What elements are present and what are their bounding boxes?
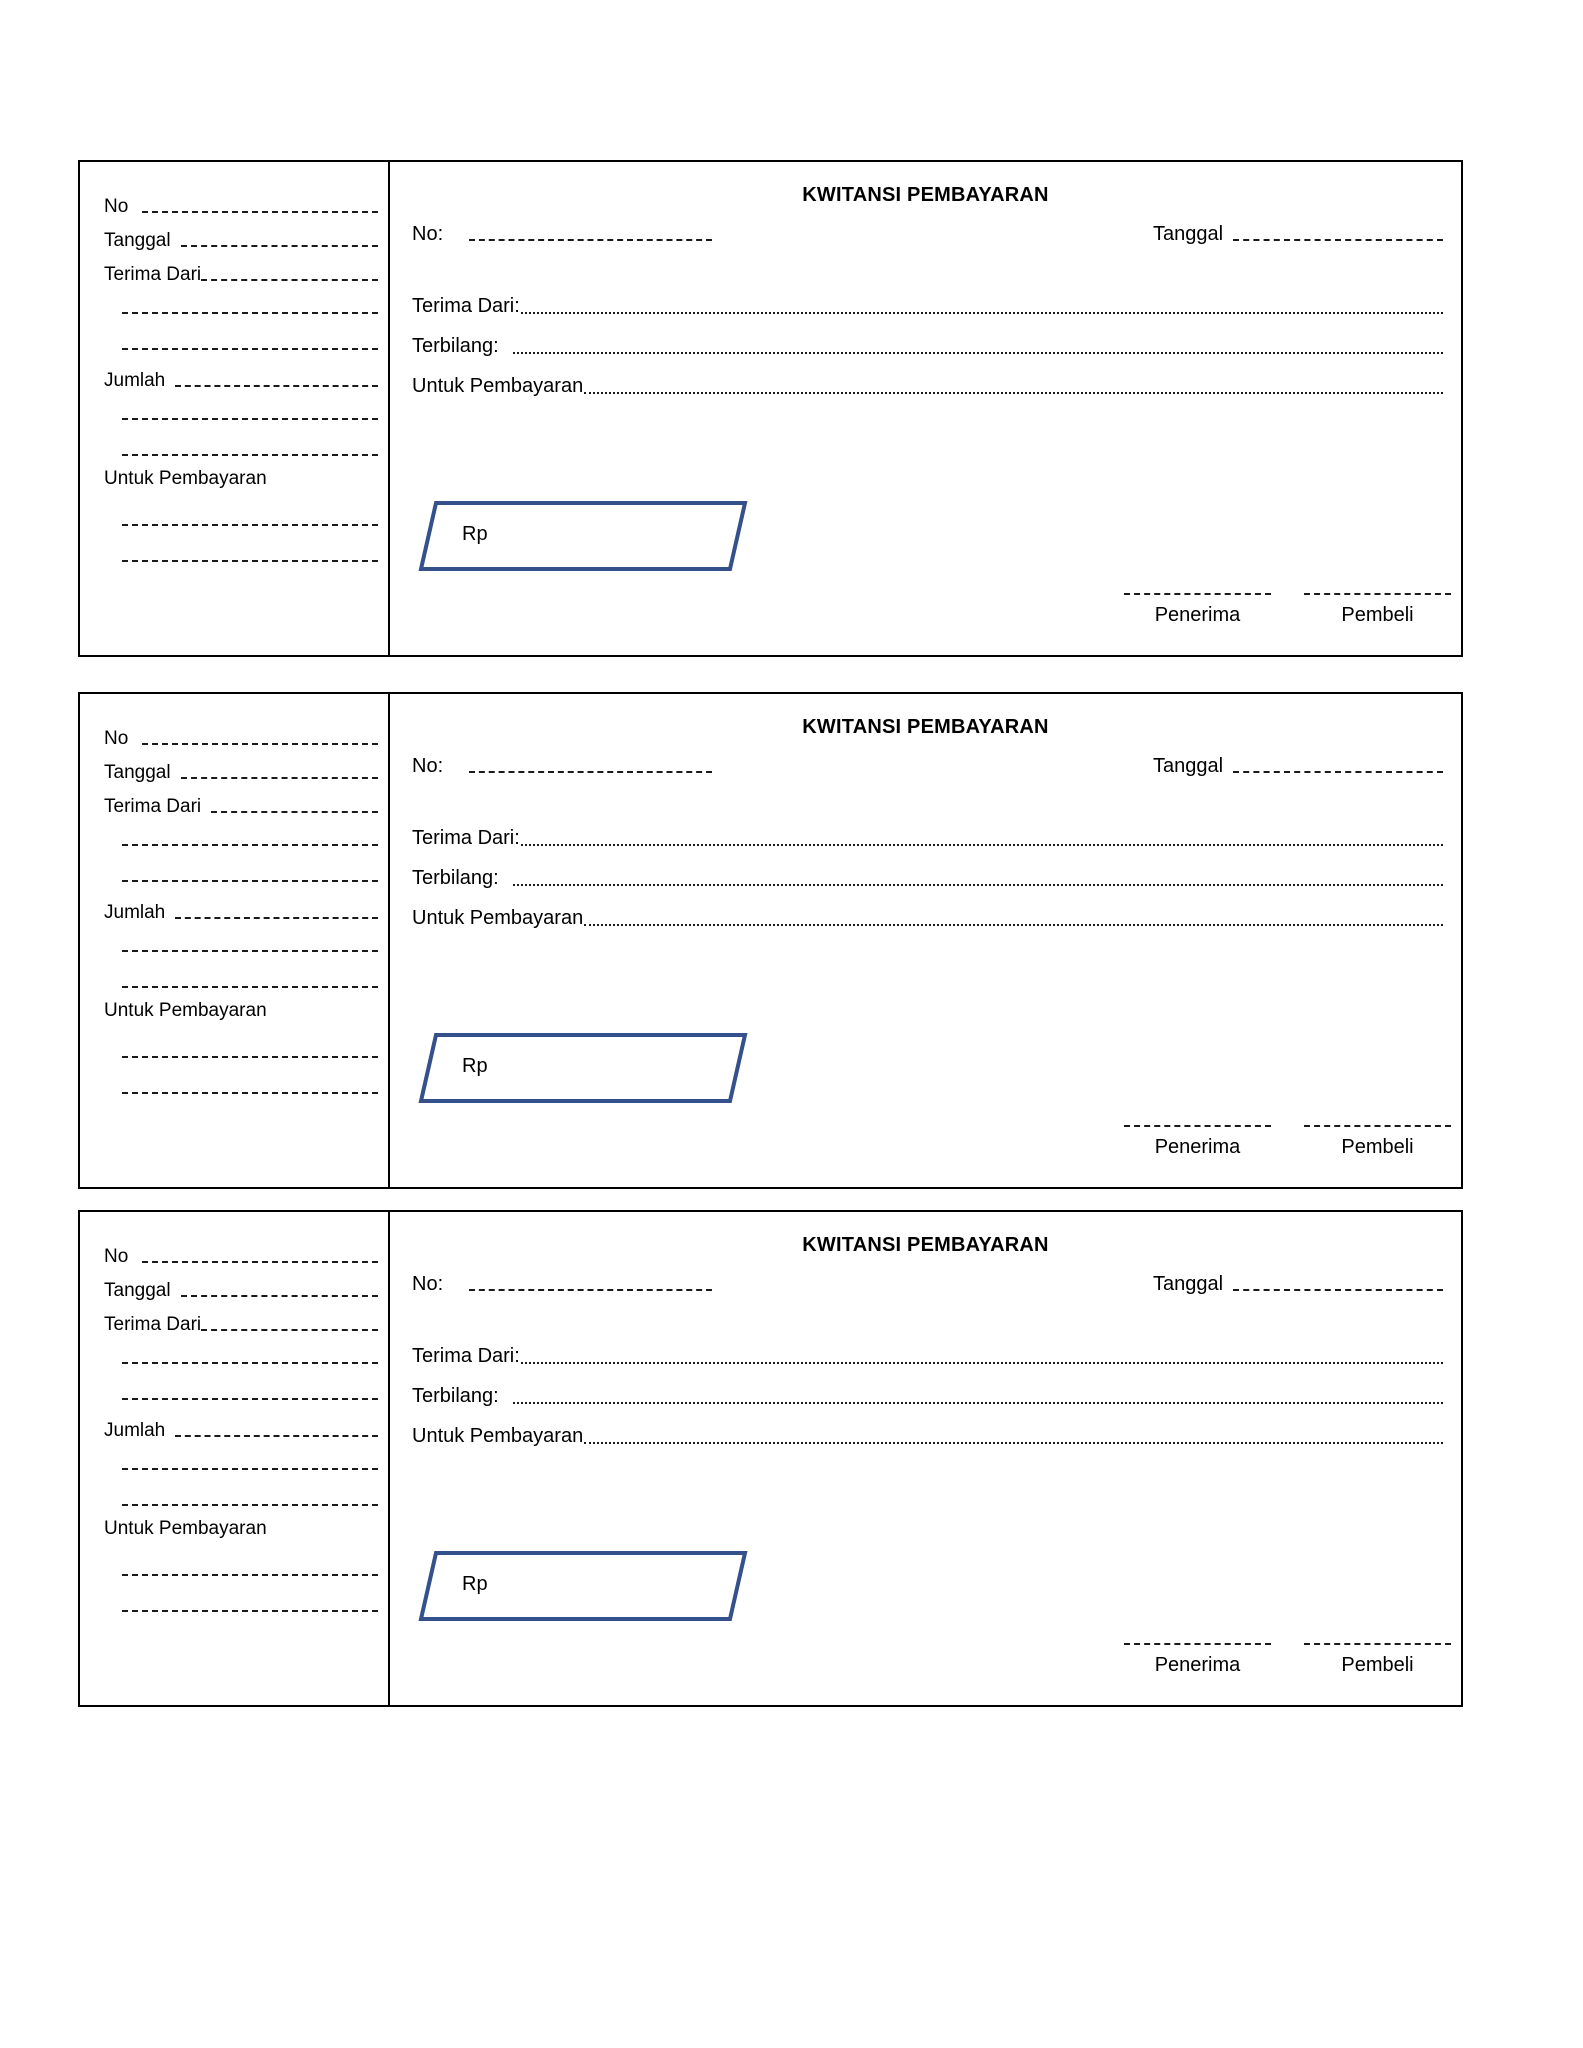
field-untuk-pembayaran-input[interactable] bbox=[584, 924, 1443, 926]
field-terima-dari-input[interactable] bbox=[521, 312, 1443, 314]
field-terbilang bbox=[412, 330, 1443, 358]
stub-label-terima-dari: Terima Dari bbox=[104, 796, 202, 817]
field-terbilang bbox=[412, 862, 1443, 890]
field-no-input[interactable] bbox=[469, 771, 712, 773]
stub-rule-blank[interactable] bbox=[122, 844, 378, 846]
stub-rule-blank[interactable] bbox=[122, 1610, 378, 1612]
stub-row-jumlah bbox=[104, 1408, 378, 1442]
field-terima-dari-label: Terima Dari: bbox=[412, 1345, 520, 1367]
field-terbilang-input[interactable] bbox=[513, 884, 1443, 886]
field-no bbox=[412, 752, 712, 778]
stub-row-blank bbox=[104, 1548, 378, 1584]
amount-box[interactable] bbox=[418, 1550, 748, 1622]
field-terbilang-label: Terbilang: bbox=[412, 335, 499, 357]
stub-row-blank bbox=[104, 392, 378, 428]
stub-rule-terima-dari[interactable] bbox=[201, 279, 378, 281]
field-untuk-pembayaran-label: Untuk Pembayaran bbox=[412, 375, 584, 397]
stub-row-blank bbox=[104, 1372, 378, 1408]
receipt-title: KWITANSI PEMBAYARAN bbox=[802, 1234, 1049, 1256]
stub-rule-blank[interactable] bbox=[122, 950, 378, 952]
signature-penerima bbox=[1120, 593, 1275, 627]
stub-label-jumlah: Jumlah bbox=[104, 902, 166, 923]
signature-rule[interactable] bbox=[1304, 1125, 1451, 1127]
field-tanggal-input[interactable] bbox=[1233, 771, 1443, 773]
stub-rule-blank[interactable] bbox=[122, 1056, 378, 1058]
stub-row-no bbox=[104, 184, 378, 218]
field-tanggal-input[interactable] bbox=[1233, 1289, 1443, 1291]
stub-label-jumlah: Jumlah bbox=[104, 370, 166, 391]
stub-row-blank bbox=[104, 1442, 378, 1478]
signature-label: Pembeli bbox=[1341, 1654, 1414, 1676]
signature-penerima bbox=[1120, 1125, 1275, 1159]
stub-row-blank bbox=[104, 924, 378, 960]
field-terima-dari bbox=[412, 290, 1443, 318]
receipt-stub bbox=[80, 162, 390, 655]
field-untuk-pembayaran bbox=[412, 370, 1443, 398]
stub-rule-blank[interactable] bbox=[122, 1574, 378, 1576]
amount-currency-label: Rp bbox=[462, 523, 488, 545]
amount-box[interactable] bbox=[418, 1032, 748, 1104]
stub-label-no: No bbox=[104, 1246, 129, 1267]
receipt-title: KWITANSI PEMBAYARAN bbox=[802, 184, 1049, 206]
stub-label-untuk-pembayaran: Untuk Pembayaran bbox=[104, 468, 267, 489]
stub-row-blank bbox=[104, 428, 378, 464]
stub-rule-blank[interactable] bbox=[122, 524, 378, 526]
stub-row-blank bbox=[104, 854, 378, 890]
field-terima-dari-label: Terima Dari: bbox=[412, 827, 520, 849]
amount-currency-label: Rp bbox=[462, 1055, 488, 1077]
field-tanggal-label: Tanggal bbox=[1153, 223, 1224, 245]
field-untuk-pembayaran-label: Untuk Pembayaran bbox=[412, 1425, 584, 1447]
field-tanggal-input[interactable] bbox=[1233, 239, 1443, 241]
stub-label-terima-dari: Terima Dari bbox=[104, 264, 202, 285]
field-tanggal bbox=[1153, 1270, 1443, 1296]
stub-row-terima-dari bbox=[104, 252, 378, 286]
receipt-body bbox=[390, 1212, 1461, 1705]
receipt-stub bbox=[80, 694, 390, 1187]
stub-fields bbox=[104, 716, 378, 1102]
stub-rule-tanggal[interactable] bbox=[181, 777, 378, 779]
signature-pembeli bbox=[1300, 1125, 1455, 1159]
stub-rule-terima-dari[interactable] bbox=[201, 1329, 378, 1331]
stub-rule-no[interactable] bbox=[142, 743, 378, 745]
stub-row-no bbox=[104, 716, 378, 750]
signature-label: Pembeli bbox=[1341, 604, 1414, 626]
stub-row-tanggal bbox=[104, 750, 378, 784]
signature-penerima bbox=[1120, 1643, 1275, 1677]
stub-rule-tanggal[interactable] bbox=[181, 1295, 378, 1297]
stub-label-no: No bbox=[104, 728, 129, 749]
signature-rule[interactable] bbox=[1124, 1125, 1271, 1127]
stub-rule-blank[interactable] bbox=[122, 986, 378, 988]
receipt-card bbox=[78, 692, 1463, 1189]
field-no-label: No: bbox=[412, 1273, 444, 1295]
stub-fields bbox=[104, 1234, 378, 1620]
signature-pembeli bbox=[1300, 1643, 1455, 1677]
stub-row-terima-dari bbox=[104, 784, 378, 818]
field-no-label: No: bbox=[412, 755, 444, 777]
field-untuk-pembayaran-input[interactable] bbox=[584, 1442, 1443, 1444]
stub-label-tanggal: Tanggal bbox=[104, 1280, 171, 1301]
stub-rule-blank[interactable] bbox=[122, 1504, 378, 1506]
stub-rule-blank[interactable] bbox=[122, 312, 378, 314]
stub-rule-blank[interactable] bbox=[122, 1362, 378, 1364]
signature-label: Penerima bbox=[1154, 1136, 1241, 1158]
stub-rule-jumlah[interactable] bbox=[175, 917, 378, 919]
stub-rule-blank[interactable] bbox=[122, 1398, 378, 1400]
stub-rule-jumlah[interactable] bbox=[175, 385, 378, 387]
field-no-label: No: bbox=[412, 223, 444, 245]
field-terbilang-input[interactable] bbox=[513, 1402, 1443, 1404]
signature-rule[interactable] bbox=[1124, 593, 1271, 595]
stub-row-terima-dari bbox=[104, 1302, 378, 1336]
stub-label-terima-dari: Terima Dari bbox=[104, 1314, 202, 1335]
field-tanggal-label: Tanggal bbox=[1153, 755, 1224, 777]
signature-pembeli bbox=[1300, 593, 1455, 627]
receipt-card bbox=[78, 160, 1463, 657]
field-terbilang-label: Terbilang: bbox=[412, 867, 499, 889]
stub-label-tanggal: Tanggal bbox=[104, 230, 171, 251]
field-untuk-pembayaran bbox=[412, 902, 1443, 930]
field-untuk-pembayaran-label: Untuk Pembayaran bbox=[412, 907, 584, 929]
field-no-input[interactable] bbox=[469, 239, 712, 241]
stub-row-jumlah bbox=[104, 890, 378, 924]
stub-rule-no[interactable] bbox=[142, 1261, 378, 1263]
stub-row-blank bbox=[104, 498, 378, 534]
stub-rule-tanggal[interactable] bbox=[181, 245, 378, 247]
stub-row-blank bbox=[104, 818, 378, 854]
field-terima-dari-input[interactable] bbox=[521, 844, 1443, 846]
signature-label: Penerima bbox=[1154, 604, 1241, 626]
stub-row-tanggal bbox=[104, 218, 378, 252]
stub-rule-blank[interactable] bbox=[122, 1092, 378, 1094]
field-terbilang-input[interactable] bbox=[513, 352, 1443, 354]
signature-label: Pembeli bbox=[1341, 1136, 1414, 1158]
stub-label-no: No bbox=[104, 196, 129, 217]
stub-rule-jumlah[interactable] bbox=[175, 1435, 378, 1437]
field-no bbox=[412, 220, 712, 246]
stub-row-blank bbox=[104, 960, 378, 996]
field-terima-dari-input[interactable] bbox=[521, 1362, 1443, 1364]
stub-rule-blank[interactable] bbox=[122, 880, 378, 882]
stub-rule-blank[interactable] bbox=[122, 1468, 378, 1470]
stub-rule-no[interactable] bbox=[142, 211, 378, 213]
signature-rule[interactable] bbox=[1304, 1643, 1451, 1645]
stub-label-jumlah: Jumlah bbox=[104, 1420, 166, 1441]
stub-row-jumlah bbox=[104, 358, 378, 392]
stub-label-tanggal: Tanggal bbox=[104, 762, 171, 783]
receipt-body bbox=[390, 694, 1461, 1187]
receipt-card bbox=[78, 1210, 1463, 1707]
stub-row-blank bbox=[104, 322, 378, 358]
stub-rule-terima-dari[interactable] bbox=[211, 811, 378, 813]
stub-row-blank bbox=[104, 1030, 378, 1066]
field-terbilang bbox=[412, 1380, 1443, 1408]
field-terima-dari bbox=[412, 822, 1443, 850]
stub-rule-blank[interactable] bbox=[122, 418, 378, 420]
stub-fields bbox=[104, 184, 378, 570]
stub-row-tanggal bbox=[104, 1268, 378, 1302]
signature-rule[interactable] bbox=[1304, 593, 1451, 595]
receipt-stub bbox=[80, 1212, 390, 1705]
receipt-title: KWITANSI PEMBAYARAN bbox=[802, 716, 1049, 738]
field-tanggal bbox=[1153, 220, 1443, 246]
stub-row-blank bbox=[104, 286, 378, 322]
stub-row-blank bbox=[104, 1584, 378, 1620]
amount-currency-label: Rp bbox=[462, 1573, 488, 1595]
stub-row-blank bbox=[104, 1336, 378, 1372]
stub-rule-blank[interactable] bbox=[122, 560, 378, 562]
stub-row-no bbox=[104, 1234, 378, 1268]
stub-row-blank bbox=[104, 1066, 378, 1102]
field-no bbox=[412, 1270, 712, 1296]
field-tanggal bbox=[1153, 752, 1443, 778]
field-terima-dari bbox=[412, 1340, 1443, 1368]
amount-box[interactable] bbox=[418, 500, 748, 572]
field-untuk-pembayaran-input[interactable] bbox=[584, 392, 1443, 394]
field-no-input[interactable] bbox=[469, 1289, 712, 1291]
stub-label-untuk-pembayaran: Untuk Pembayaran bbox=[104, 1518, 267, 1539]
field-untuk-pembayaran bbox=[412, 1420, 1443, 1448]
stub-row-blank bbox=[104, 534, 378, 570]
field-terima-dari-label: Terima Dari: bbox=[412, 295, 520, 317]
field-tanggal-label: Tanggal bbox=[1153, 1273, 1224, 1295]
signature-label: Penerima bbox=[1154, 1654, 1241, 1676]
receipt-body bbox=[390, 162, 1461, 655]
field-terbilang-label: Terbilang: bbox=[412, 1385, 499, 1407]
signature-rule[interactable] bbox=[1124, 1643, 1271, 1645]
stub-label-untuk-pembayaran: Untuk Pembayaran bbox=[104, 1000, 267, 1021]
stub-row-blank bbox=[104, 1478, 378, 1514]
stub-rule-blank[interactable] bbox=[122, 348, 378, 350]
stub-rule-blank[interactable] bbox=[122, 454, 378, 456]
